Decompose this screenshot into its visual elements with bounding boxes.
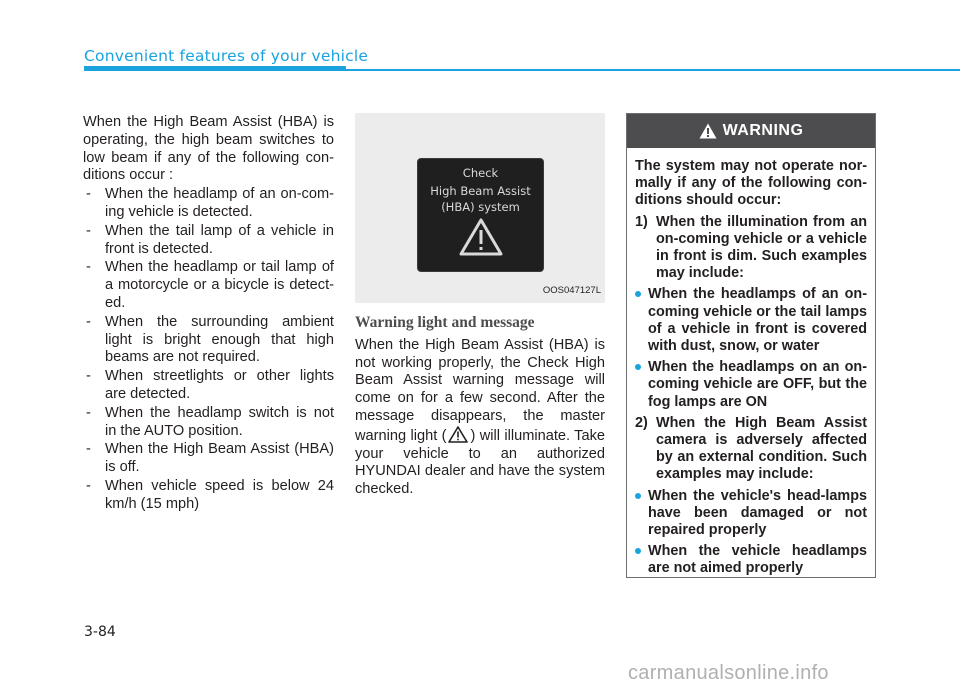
middle-column: [355, 314, 605, 499]
list-item: - When the headlamp or tail lamp of a motorcycle or a bicycle is detect-ed.: [86, 259, 334, 311]
list-item: - When the headlamp of an on-com-ing vehicle is detected.: [86, 186, 334, 220]
warning-title: WARNING: [722, 122, 804, 139]
watermark: carmanualsonline.info: [628, 662, 829, 684]
warning-triangle-icon: [458, 217, 504, 257]
list-item: - When the tail lamp of a vehicle in front is detected.: [86, 222, 334, 257]
list-item: When the vehicle headlamps are not aimed properly: [635, 543, 867, 577]
conditions-list: [83, 186, 334, 513]
bullet-dot-icon: [635, 291, 641, 297]
left-column: [83, 114, 334, 515]
warning-box: [626, 113, 876, 578]
warning-intro: The system may not operate nor-mally if any of the following con-ditions should occur:: [635, 158, 867, 209]
section-header-title: Convenient features of your vehicle: [84, 47, 369, 65]
list-item: - When the headlamp switch is not in the AUTO position.: [86, 404, 334, 439]
bullet-dot-icon: [635, 493, 641, 499]
bullet-dot-icon: [635, 548, 641, 554]
display-line: (HBA) system: [441, 200, 520, 214]
section-heading: Warning light and message: [355, 314, 535, 331]
list-item: - When the surrounding ambient light is bright enough that high beams are not required.: [86, 313, 334, 366]
display-line: Check: [462, 166, 499, 180]
list-item: When the vehicle's head-lamps have been damaged or not repaired properly: [635, 488, 867, 540]
warning-triangle-icon: [699, 123, 717, 139]
warning-body: [627, 148, 875, 578]
cluster-display: [417, 158, 544, 272]
figure-caption: OOS047127L: [542, 285, 601, 296]
list-item: - When the High Beam Assist (HBA) is off.: [86, 441, 334, 476]
warning-light-paragraph: When the High Beam Assist (HBA) is not working properly, the Check High Beam Assist warning message will come on for a few second. After the message disappears, the master warning light ( ) will illuminate. Take your vehicle to an authorized HYUNDAI dealer and have the system checked.: [355, 336, 605, 498]
list-item: 1) When the illumination from an on-coming vehicle or a vehicle in front is dim. Such examples may include:: [635, 213, 867, 282]
list-item: When the headlamps on an on-coming vehicle are OFF, but the fog lamps are ON: [635, 359, 867, 411]
cluster-message-figure: [355, 113, 605, 303]
intro-paragraph: When the High Beam Assist (HBA) is operating, the high beam switches to low beam if any of the following con-ditions occur :: [83, 114, 334, 184]
bullet-dot-icon: [635, 364, 641, 370]
header-rule: [84, 69, 960, 71]
list-item: When the headlamps of an on-coming vehicle or the tail lamps of a vehicle in front is covered with dust, snow, or water: [635, 286, 867, 355]
warning-header: [627, 114, 875, 148]
list-item: 2) When the High Beam Assist camera is adversely affected by an external condition. Such examples may include:: [635, 414, 867, 483]
page-number: 3-84: [84, 624, 116, 640]
display-line: High Beam Assist: [430, 184, 531, 198]
list-item: - When vehicle speed is below 24 km/h (15 mph): [86, 477, 334, 512]
list-item: - When streetlights or other lights are detected.: [86, 368, 334, 402]
master-warning-icon: [448, 426, 468, 443]
